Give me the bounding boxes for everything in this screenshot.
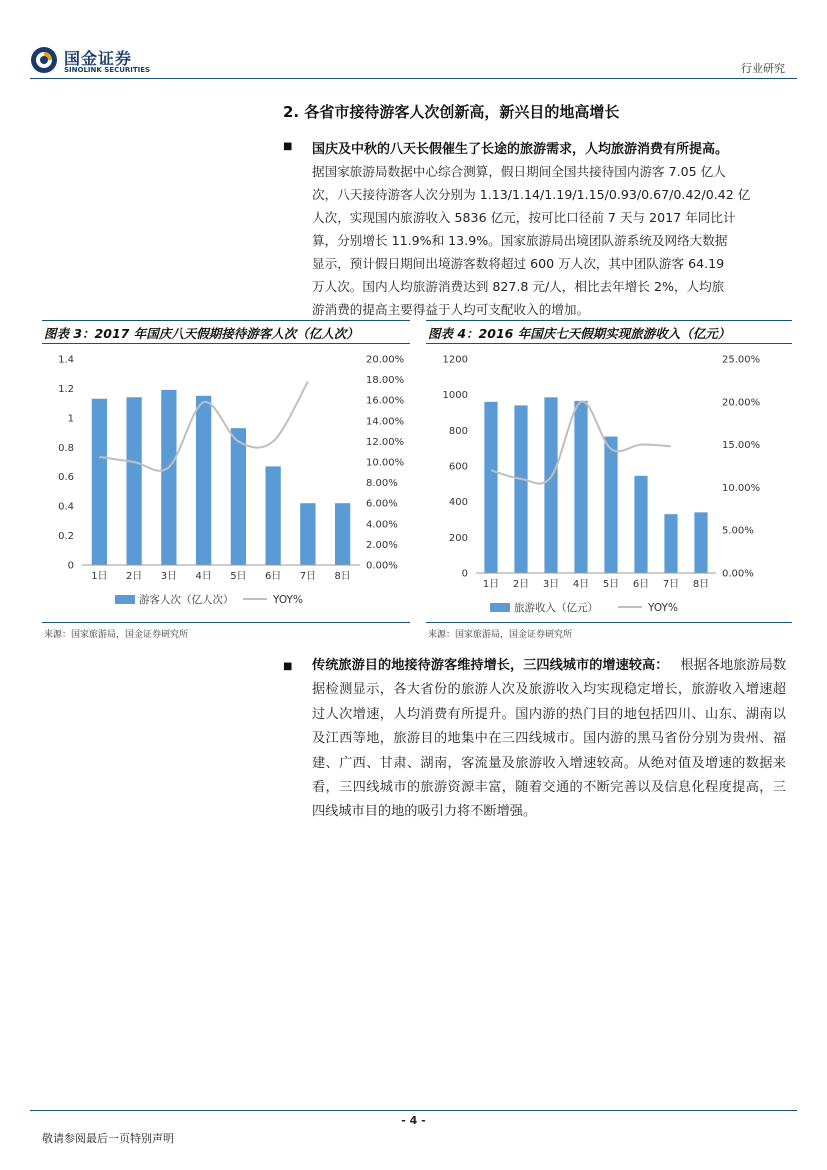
fig4-source: 来源：国家旅游局，国金证券研究所	[428, 630, 573, 640]
x-tick-label: 7日	[662, 579, 680, 590]
y-right-tick-label: 14.00%	[366, 416, 405, 428]
legend-label: 旅游收入（亿元）	[514, 602, 598, 614]
bar	[231, 428, 246, 565]
brand-logo-icon	[30, 46, 58, 74]
fig4-top-rule	[426, 320, 792, 321]
bar	[574, 401, 587, 573]
bar	[664, 514, 677, 573]
y-right-tick-label: 20.00%	[366, 354, 405, 366]
report-type: 行业研究	[741, 62, 785, 75]
header-divider	[30, 78, 797, 79]
fig4-title-rule	[426, 343, 792, 344]
fig4-title: 图表 4：2016 年国庆七天假期实现旅游收入（亿元）	[428, 326, 731, 341]
bullet1-line: 据国家旅游局数据中心综合测算，假日期间全国共接待国内游客 7.05 亿人	[312, 164, 726, 179]
x-tick-label: 7日	[299, 571, 317, 582]
fig3-source: 来源：国家旅游局，国金证券研究所	[44, 630, 189, 640]
fig3-bottom-rule	[42, 622, 410, 623]
brand-logo	[30, 44, 160, 80]
x-tick-label: 6日	[632, 579, 650, 590]
y-left-tick-label: 0.4	[58, 501, 74, 513]
x-tick-label: 5日	[230, 571, 247, 582]
bar	[604, 437, 617, 573]
y-right-tick-label: 5.00%	[722, 525, 754, 537]
y-left-tick-label: 0.2	[58, 531, 74, 543]
x-tick-label: 1日	[91, 571, 108, 582]
x-tick-label: 4日	[195, 571, 212, 582]
fig3-chart	[42, 345, 410, 617]
brand-name-en: SINOLINK SECURITIES	[64, 66, 151, 74]
y-right-tick-label: 25.00%	[722, 354, 761, 366]
y-left-tick-label: 1	[67, 413, 74, 425]
x-tick-label: 1日	[482, 579, 500, 590]
y-right-tick-label: 18.00%	[366, 375, 405, 387]
x-tick-label: 8日	[692, 579, 710, 590]
y-right-tick-label: 6.00%	[366, 498, 398, 510]
bullet-square-icon: ■	[283, 661, 293, 672]
bar	[126, 397, 141, 565]
bullet1-line: 算，分别增长 11.9%和 13.9%。国家旅游局出境团队游系统及网络大数据	[312, 233, 728, 248]
legend-swatch-bar	[490, 603, 510, 612]
y-left-tick-label: 200	[448, 532, 468, 544]
bar	[196, 396, 211, 565]
fig4-chart	[426, 345, 792, 617]
y-left-tick-label: 600	[448, 461, 468, 473]
fig4-bottom-rule	[426, 622, 792, 623]
bar	[265, 466, 280, 565]
fig3-top-rule	[42, 320, 410, 321]
bullet2-text: 根据各地旅游局数据检测显示，各大省份的旅游人次及旅游收入均实现稳定增长，旅游收入增速超过人次增速，人均消费有所提升。国内游的热门目的地包括四川、山东、湖南以及江西等地，旅游目的地集中在三四线城市。国内游的黑马省份分别为贵州、福建、广西、甘肃、湖南，客流量及旅游收入增速较高。从绝对值及增速的数据来看，三四线城市的旅游资源丰富，随着交通的不断完善以及信息化程度提高，三四线城市目的地的吸引力将不断增强。	[312, 658, 787, 820]
y-right-tick-label: 0.00%	[722, 568, 754, 580]
bar	[694, 512, 707, 573]
y-left-tick-label: 800	[448, 425, 468, 437]
y-right-tick-label: 4.00%	[366, 519, 398, 531]
bullet2-body	[312, 654, 786, 825]
x-tick-label: 5日	[602, 579, 620, 590]
bar	[335, 503, 350, 565]
disclaimer-note: 敬请参阅最后一页特别声明	[42, 1132, 174, 1145]
bar	[514, 405, 527, 573]
y-right-tick-label: 8.00%	[366, 478, 398, 490]
bar	[484, 402, 497, 573]
bullet1-line: 万人次。国内人均旅游消费达到 827.8 元/人，相比去年增长 2%，人均旅	[312, 279, 725, 294]
bullet1-body	[312, 160, 786, 321]
bar	[161, 390, 176, 565]
bullet1-line: 游消费的提高主要得益于人均可支配收入的增加。	[312, 302, 590, 317]
y-right-tick-label: 10.00%	[722, 482, 761, 494]
y-right-tick-label: 0.00%	[366, 560, 398, 572]
y-left-tick-label: 1000	[442, 390, 468, 402]
bullet1-line: 显示，预计假日期间出境游客数将超过 600 万人次，其中团队游客 64.19	[312, 256, 725, 271]
footer-divider	[30, 1110, 797, 1111]
bar	[634, 476, 647, 573]
bar	[300, 503, 315, 565]
x-tick-label: 8日	[334, 571, 351, 582]
x-tick-label: 6日	[264, 571, 282, 582]
bar	[544, 397, 557, 573]
page-number: - 4 -	[401, 1114, 426, 1127]
y-left-tick-label: 1.4	[58, 354, 74, 366]
y-right-tick-label: 2.00%	[366, 539, 398, 551]
y-left-tick-label: 400	[448, 497, 468, 509]
y-left-tick-label: 1200	[442, 354, 468, 366]
bullet1-line: 次，八天接待游客人次分别为 1.13/1.14/1.19/1.15/0.93/0.67/0.42/0.42 亿	[312, 187, 751, 202]
y-right-tick-label: 15.00%	[722, 440, 761, 452]
bar	[92, 399, 107, 565]
legend-swatch-bar	[115, 595, 135, 604]
y-left-tick-label: 0	[461, 568, 468, 580]
bullet-square-icon: ■	[283, 141, 293, 152]
legend-label: 游客人次（亿人次）	[139, 594, 234, 606]
y-right-tick-label: 10.00%	[366, 457, 405, 469]
fig3-title: 图表 3：2017 年国庆八天假期接待游客人次（亿人次）	[44, 326, 359, 341]
y-left-tick-label: 0.8	[58, 442, 74, 454]
brand-name-cn: 国金证券	[64, 49, 133, 68]
bullet1-heading: 国庆及中秋的八天长假催生了长途的旅游需求，人均旅游消费有所提高。	[312, 142, 729, 157]
bullet1-line: 人次，实现国内旅游收入 5836 亿元，按可比口径前 7 天与 2017 年同比计	[312, 210, 736, 225]
section-title: 2. 各省市接待游客人次创新高，新兴目的地高增长	[283, 103, 620, 121]
y-right-tick-label: 20.00%	[722, 397, 761, 409]
x-tick-label: 3日	[542, 579, 560, 590]
x-tick-label: 2日	[512, 579, 530, 590]
legend-label: YOY%	[273, 594, 303, 606]
x-tick-label: 4日	[572, 579, 590, 590]
y-right-tick-label: 16.00%	[366, 395, 405, 407]
y-left-tick-label: 0.6	[58, 472, 74, 484]
y-left-tick-label: 1.2	[58, 383, 74, 395]
x-tick-label: 3日	[160, 571, 178, 582]
x-tick-label: 2日	[125, 571, 143, 582]
bullet2-heading: 传统旅游目的地接待游客维持增长，三四线城市的增速较高：	[312, 658, 669, 673]
y-left-tick-label: 0	[67, 560, 74, 572]
legend-label: YOY%	[648, 602, 678, 614]
fig3-title-rule	[42, 343, 410, 344]
y-right-tick-label: 12.00%	[366, 436, 405, 448]
